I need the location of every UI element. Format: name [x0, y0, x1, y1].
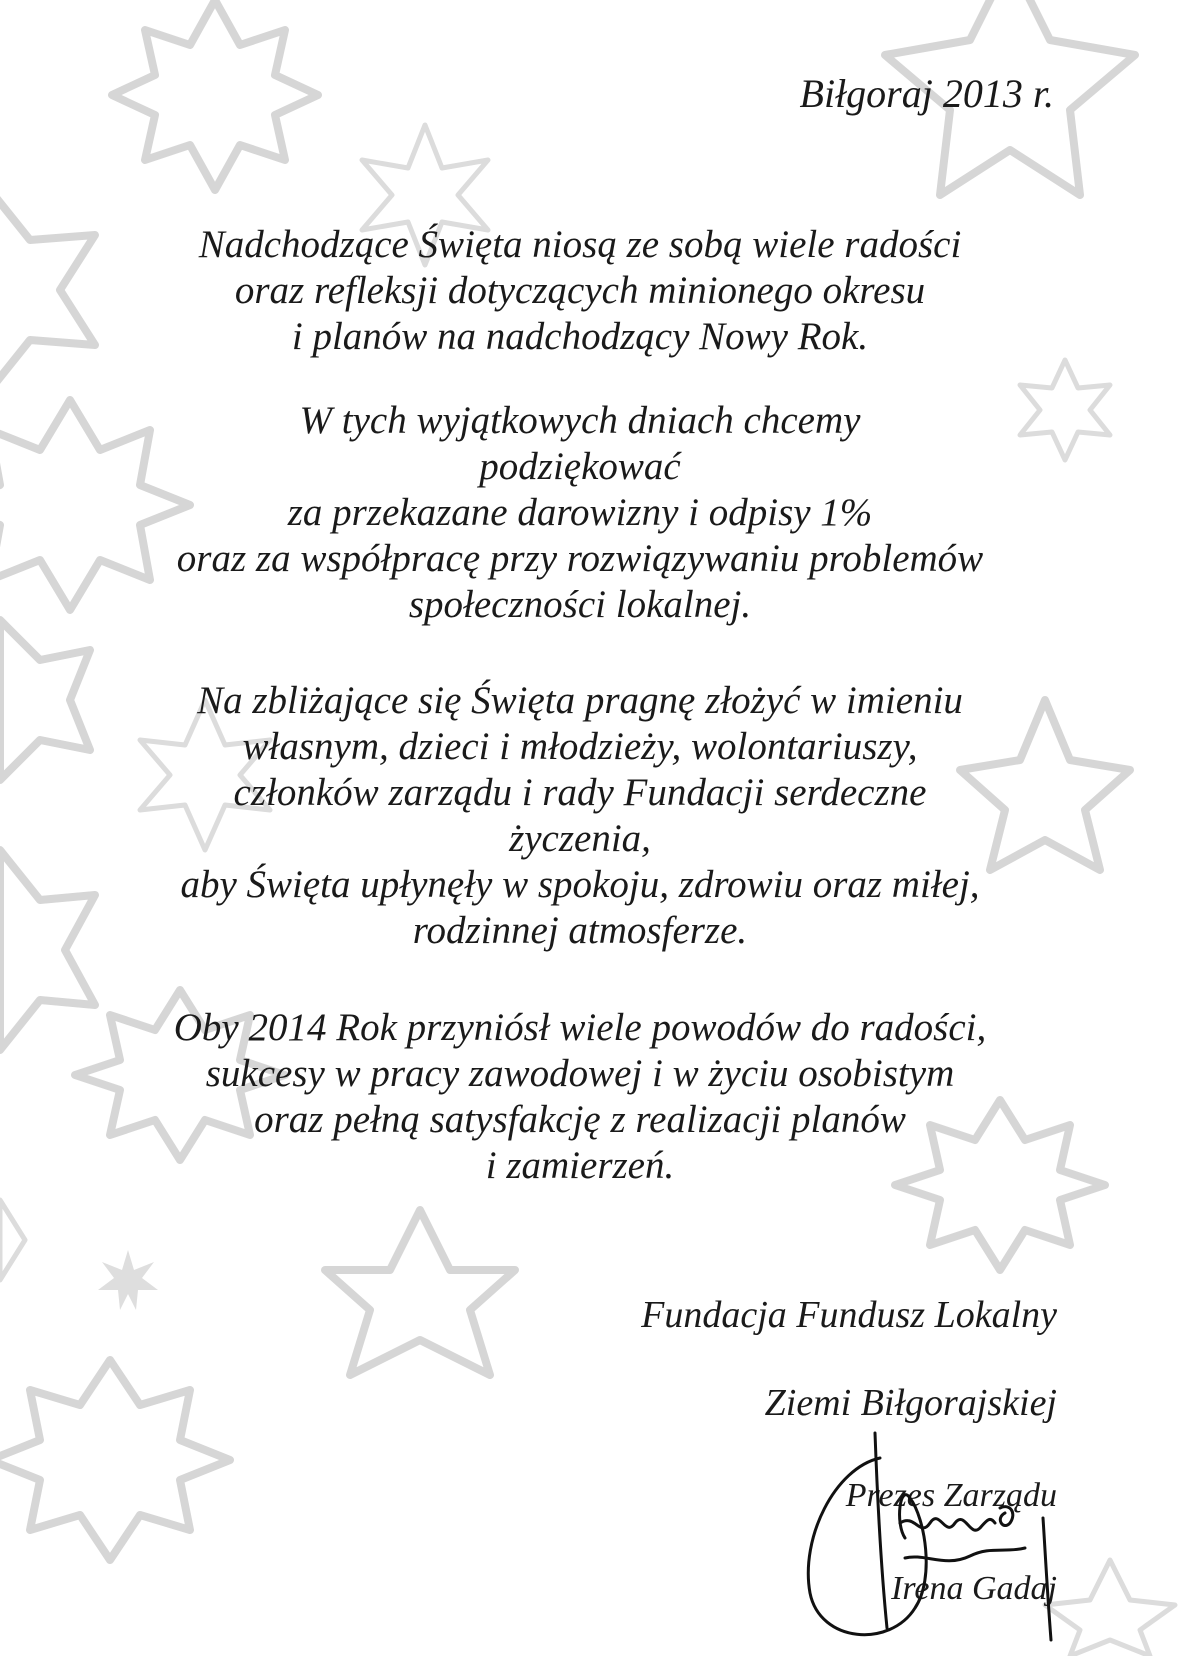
paragraph-3	[100, 678, 1060, 954]
paragraph-line: oraz za współpracę przy rozwiązywaniu problemów	[176, 537, 984, 580]
paragraph-line: Na zbliżające się Święta pragnę złożyć w imieniu	[197, 679, 963, 722]
paragraph-2	[100, 398, 1060, 628]
paragraph-line: rodzinnej atmosferze.	[412, 909, 748, 952]
date-line: Biłgoraj 2013 r.	[799, 71, 1054, 116]
paragraph-line: za przekazane darowizny i odpisy 1%	[287, 491, 873, 534]
handwritten-signature	[795, 1428, 1085, 1646]
paragraph-line: własnym, dzieci i młodzieży, wolontariuszy,	[242, 725, 918, 768]
paragraph-line: Oby 2014 Rok przyniósł wiele powodów do radości,	[173, 1006, 987, 1049]
organization-name-line-1: Fundacja Fundusz Lokalny	[641, 1294, 1057, 1336]
organization-name-line-2: Ziemi Biłgorajskiej	[764, 1382, 1057, 1424]
paragraph-line: i planów na nadchodzący Nowy Rok.	[291, 315, 869, 358]
paragraph-line: W tych wyjątkowych dniach chcemy	[299, 399, 861, 442]
signatory-role: Prezes Zarządu	[845, 1477, 1057, 1514]
paragraph-line: oraz pełną satysfakcję z realizacji planów	[254, 1098, 906, 1141]
paragraph-1	[100, 222, 1060, 360]
paragraph-4	[100, 1005, 1060, 1189]
paragraph-line: podziękować	[479, 445, 681, 488]
paragraph-line: aby Święta upłynęły w spokoju, zdrowiu oraz miłej,	[180, 863, 980, 906]
paragraph-line: członków zarządu i rady Fundacji serdeczne	[233, 771, 927, 814]
paragraph-line: społeczności lokalnej.	[408, 583, 752, 626]
paragraph-line: sukcesy w pracy zawodowej i w życiu osobistym	[205, 1052, 955, 1095]
signatory-name: Irena Gadaj	[891, 1570, 1057, 1607]
paragraph-line: Nadchodzące Święta niosą ze sobą wiele radości	[198, 223, 962, 266]
paragraph-line: życzenia,	[509, 817, 651, 860]
paragraph-line: oraz refleksji dotyczących minionego okresu	[234, 269, 926, 312]
paragraph-line: i zamierzeń.	[485, 1144, 675, 1187]
